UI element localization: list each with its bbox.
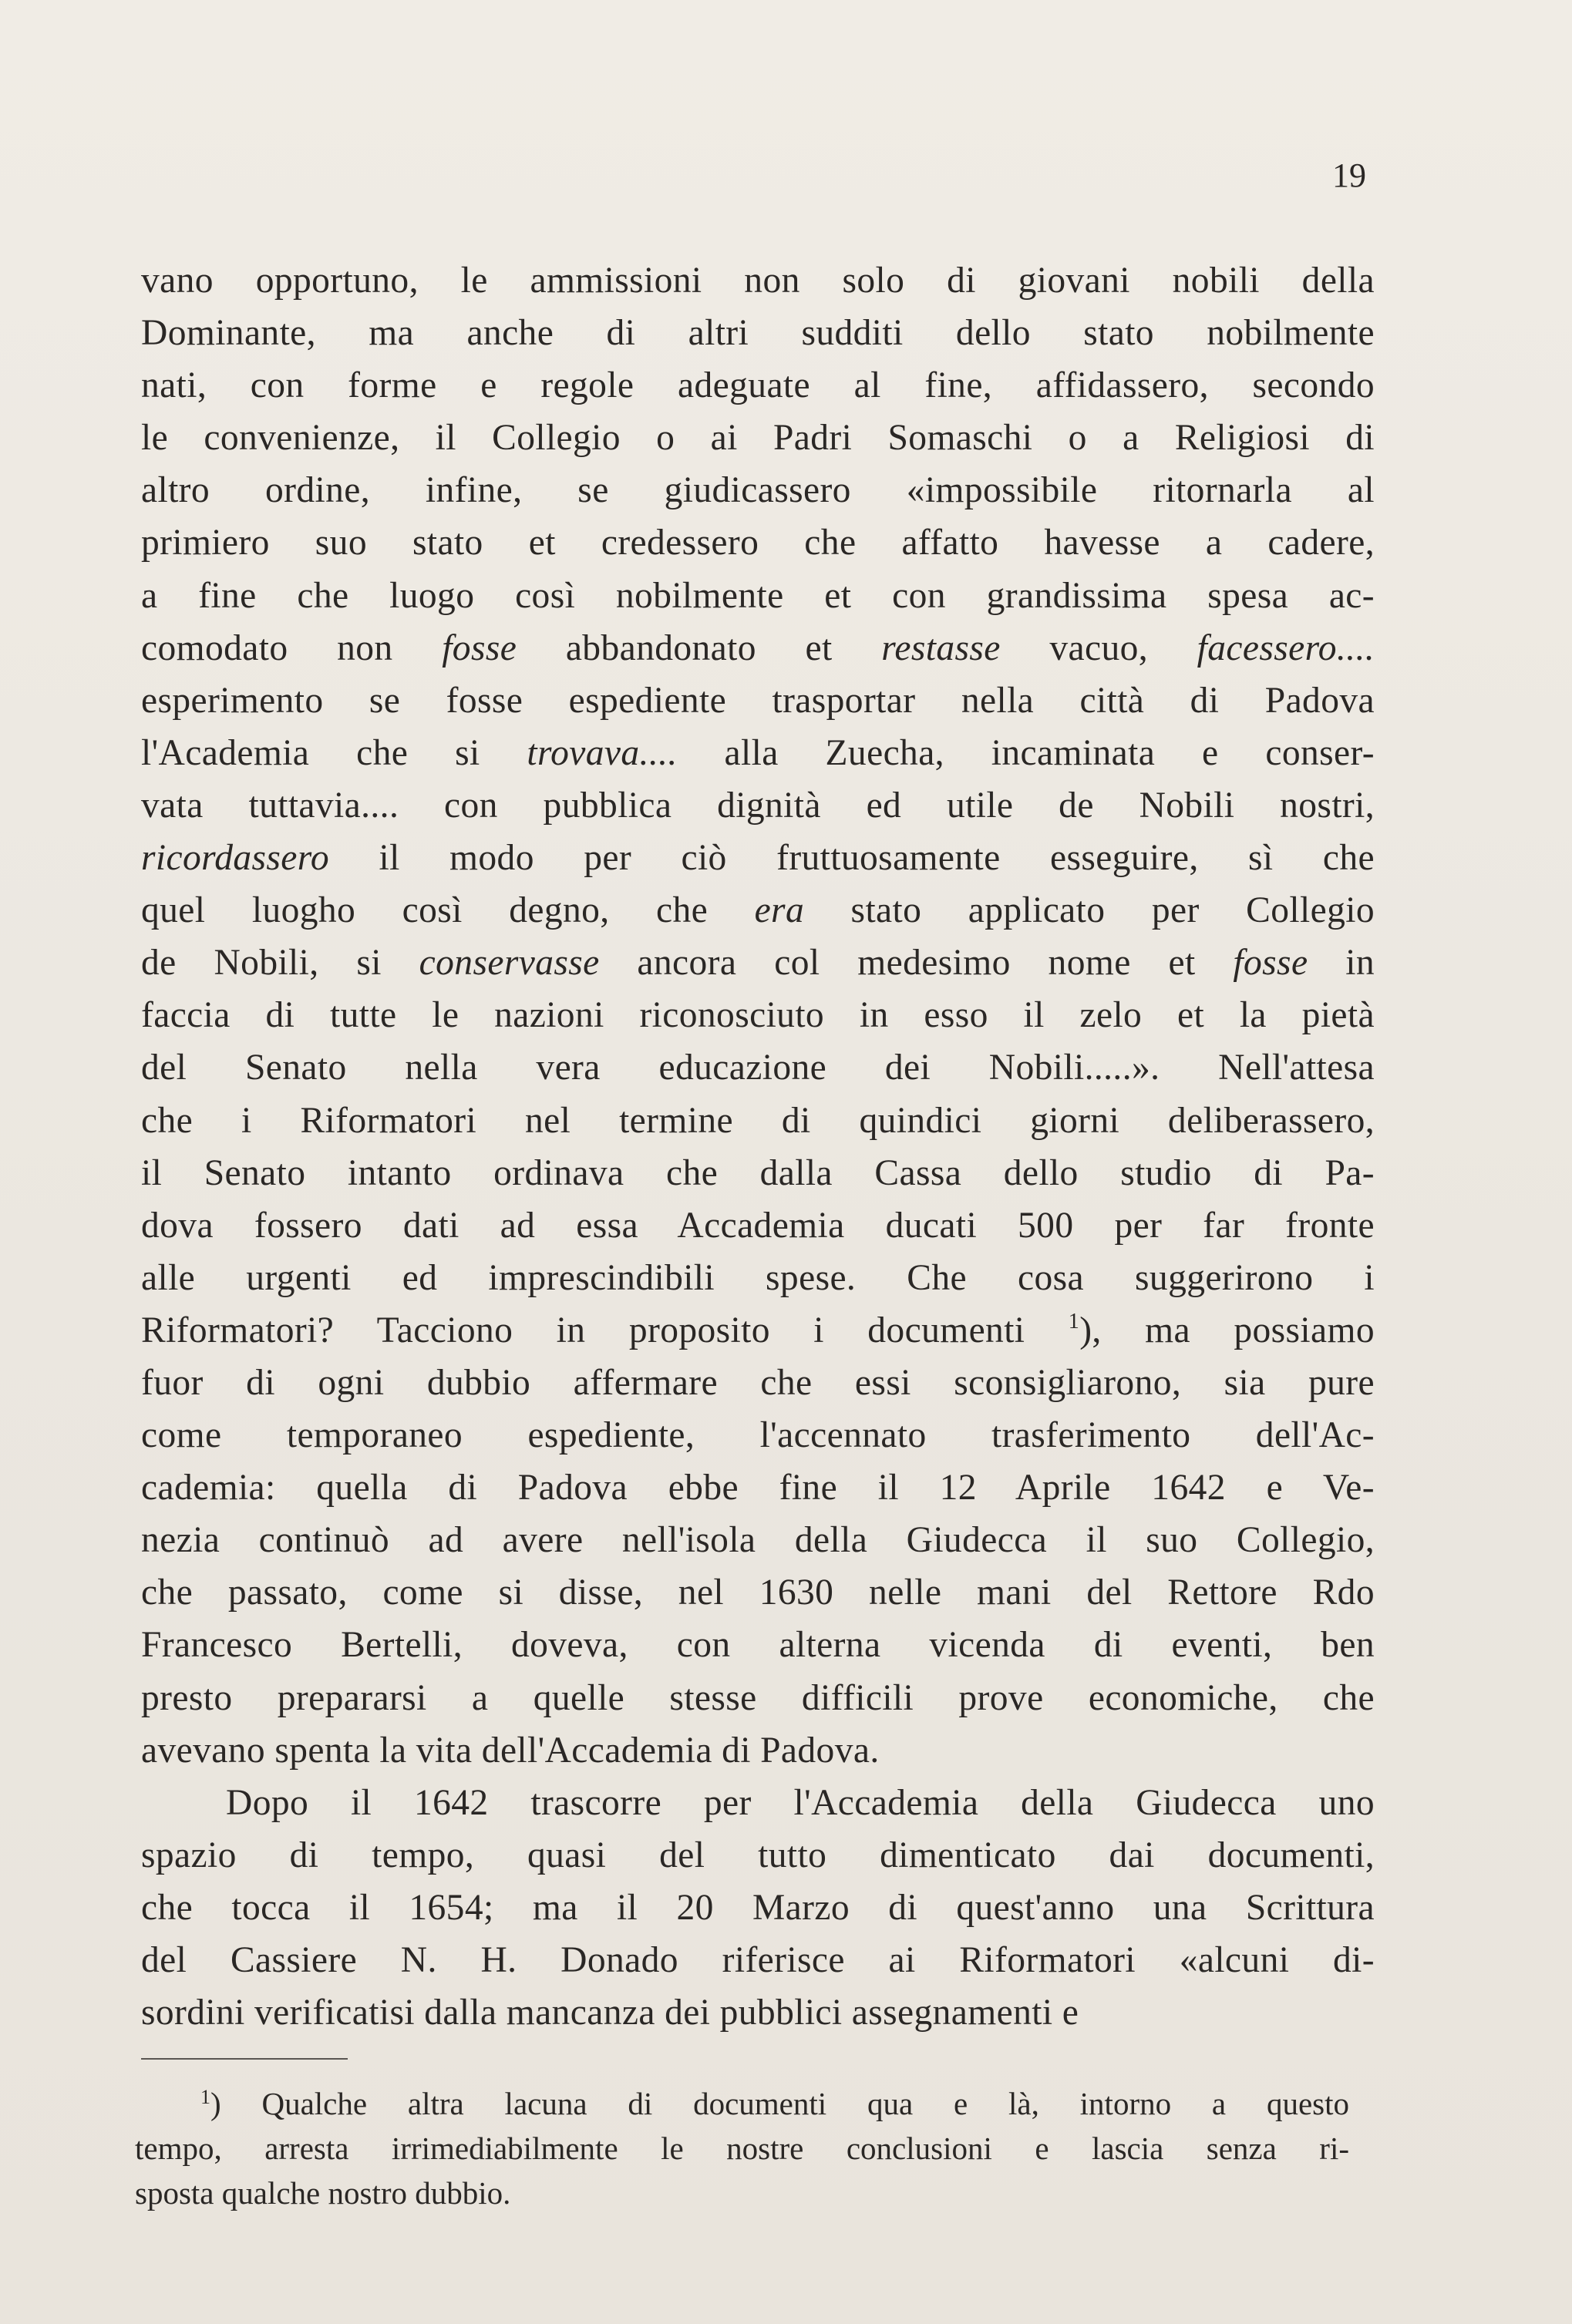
page-number: 19 (1332, 156, 1366, 194)
text-line: spazio di tempo, quasi del tutto dimenticato dai documenti, (141, 1835, 1375, 1875)
footnotes (135, 2081, 1349, 2215)
text-line: primiero suo stato et credessero che affatto havesse a cadere, (141, 523, 1375, 563)
footnote-reference: 1 (1068, 1309, 1080, 1334)
text-line: ricordassero il modo per ciò fruttuosamente esseguire, sì che (141, 838, 1375, 879)
text-line: faccia di tutte le nazioni riconosciuto in esso il zelo et la pietà (141, 995, 1375, 1036)
text-line: Francesco Bertelli, doveva, con alterna vicenda di eventi, ben (141, 1625, 1375, 1666)
text-line: altro ordine, infine, se giudicassero «impossibile ritornarla al (141, 470, 1375, 511)
text-line: come temporaneo espediente, l'accennato trasferimento dell'Ac- (141, 1415, 1375, 1456)
text-line: Riformatori? Tacciono in proposito i documenti $^1$), ma possiamo (141, 1309, 1375, 1350)
text-line: comodato non fosse abbandonato et restasse vacuo, facessero.... (141, 627, 1375, 668)
footnote-line: tempo, arresta irrimediabilmente le nostre conclusioni e lascia senza ri- (135, 2131, 1349, 2166)
text-line: esperimento se fosse espediente trasportar nella città di Padova (141, 680, 1375, 721)
text-line: de Nobili, si conservasse ancora col medesimo nome et fosse in (141, 943, 1375, 984)
text-line: fuor di ogni dubbio affermare che essi sconsigliarono, sia pure (141, 1362, 1375, 1403)
text-line: Dominante, ma anche di altri sudditi dello stato nobilmente (141, 313, 1375, 354)
text-line: vano opportuno, le ammissioni non solo di giovani nobili della (141, 261, 1375, 301)
text-line: che tocca il 1654; ma il 20 Marzo di quest'anno una Scrittura (141, 1887, 1375, 1928)
text-line: sordini verificatisi dalla mancanza dei pubblici assegnamenti e (141, 1993, 1079, 2033)
text-line: alle urgenti ed imprescindibili spese. Che cosa suggerirono i (141, 1257, 1375, 1298)
text-line: vata tuttavia.... con pubblica dignità ed utile de Nobili nostri, (141, 785, 1375, 826)
text-line: a fine che luogo così nobilmente et con grandissima spesa ac- (141, 575, 1375, 616)
text-line: le convenienze, il Collegio o ai Padri Somaschi o a Religiosi di (141, 418, 1375, 459)
footnote-marker: 1 (200, 2086, 210, 2108)
footnote-line: sposta qualche nostro dubbio. (135, 2175, 511, 2211)
text-line: presto prepararsi a quelle stesse difficili prove economiche, che (141, 1677, 1375, 1718)
text-line: avevano spenta la vita dell'Accademia di Padova. (141, 1730, 880, 1771)
body-text (141, 254, 1375, 2039)
text-line: del Cassiere N. H. Donado riferisce ai Riformatori «alcuni di- (141, 1940, 1375, 1980)
text-line: quel luogho così degno, che era stato applicato per Collegio (141, 890, 1375, 931)
text-line: il Senato intanto ordinava che dalla Cassa dello studio di Pa- (141, 1152, 1375, 1193)
text-line: del Senato nella vera educazione dei Nobili.....». Nell'attesa (141, 1048, 1375, 1088)
text-line: l'Academia che si trovava.... alla Zuecha, incaminata e conser- (141, 732, 1375, 773)
text-line: cademia: quella di Padova ebbe fine il 12 Aprile 1642 e Ve- (141, 1468, 1375, 1508)
footnote-line: $^1$) Qualche altra lacuna di documenti qua e là, intorno a questo (200, 2086, 1349, 2121)
text-line: Dopo il 1642 trascorre per l'Accademia della Giudecca uno (226, 1782, 1375, 1823)
text-line: nati, con forme e regole adeguate al fine, affidassero, secondo (141, 365, 1375, 406)
text-line: nezia continuò ad avere nell'isola della Giudecca il suo Collegio, (141, 1520, 1375, 1561)
text-line: che passato, come si disse, nel 1630 nelle mani del Rettore Rdo (141, 1572, 1375, 1613)
text-line: che i Riformatori nel termine di quindici giorni deliberassero, (141, 1100, 1375, 1141)
text-line: dova fossero dati ad essa Accademia ducati 500 per far fronte (141, 1205, 1375, 1246)
footnote-separator (141, 2058, 348, 2060)
